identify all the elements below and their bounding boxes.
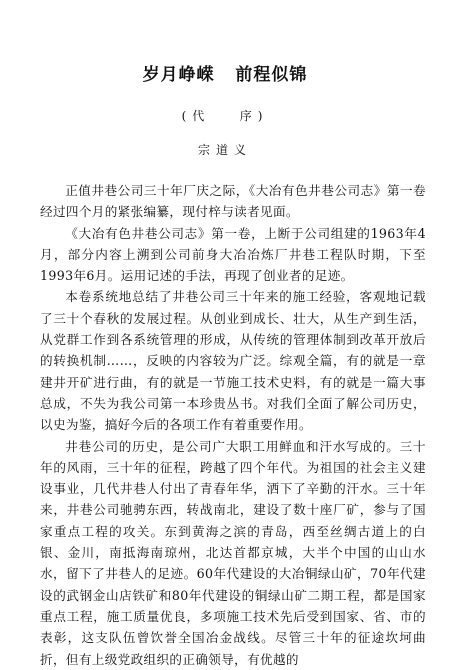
paragraph-2: 《大冶有色井巷公司志》第一卷，上断于公司组建的1963年4月，部分内容上溯到公司前身大冶冶炼厂井巷工程队时期，下至1993年6月。运用记述的手法，再现了创业者的足迹。 <box>40 225 426 284</box>
paragraph-4: 井巷公司的历史，是公司广大职工用鲜血和汗水写成的。三十年的风雨，三十年的征程，跨越了四个年代。为祖国的社会主义建设事业，几代井巷人付出了青春年华，洒下了辛勤的汗水。三十年来，井巷公司驰骋东西，转战南北，建设了数十座厂矿，参与了国家重点工程的攻关。东到黄海之滨的青岛，西至丝绸古道上的白银、金川，南抵海南琼州，北达首都京城，大半个中国的山山水水，留下了井巷人的足迹。60年代建设的大冶铜绿山矿，70年代建设的武钢金山店铁矿和80年代建设的铜绿山矿二期工程，都是国家重点工程，施工质量优良，多项施工技术先后受到国家、省、市的表彰，这支队伍曾饮誉全国冶金战线。尽管三十年的征途坎坷曲折，但有上级党政组织的正确领导，有优越的 <box>40 438 426 667</box>
subtitle: (代 序) <box>181 109 269 123</box>
page-title: 岁月峥嵘 前程似锦 <box>142 65 308 85</box>
author-name: 宗道义 <box>197 143 252 157</box>
body-text <box>40 180 426 670</box>
paragraph-1: 正值井巷公司三十年厂庆之际，《大冶有色井巷公司志》第一卷经过四个月的紧张编纂，现付梓与读者见面。 <box>40 183 426 220</box>
paragraph-3: 本卷系统地总结了井巷公司三十年来的施工经验，客观地记载了三十个春秋的发展过程。从创业到成长、壮大，从生产到生活，从党群工作到各系统管理的形成，从传统的管理体制到改革开放后的转换机制……，反映的内容较为广泛。综观全篇，有的就是一章建井开矿进行曲，有的就是一节施工技术史料，有的就是一篇大事总成，不失为我公司第一本珍贵丛书。对我们全面了解公司历史，以史为鉴，搞好今后的各项工作有着重要作用。 <box>40 289 426 433</box>
